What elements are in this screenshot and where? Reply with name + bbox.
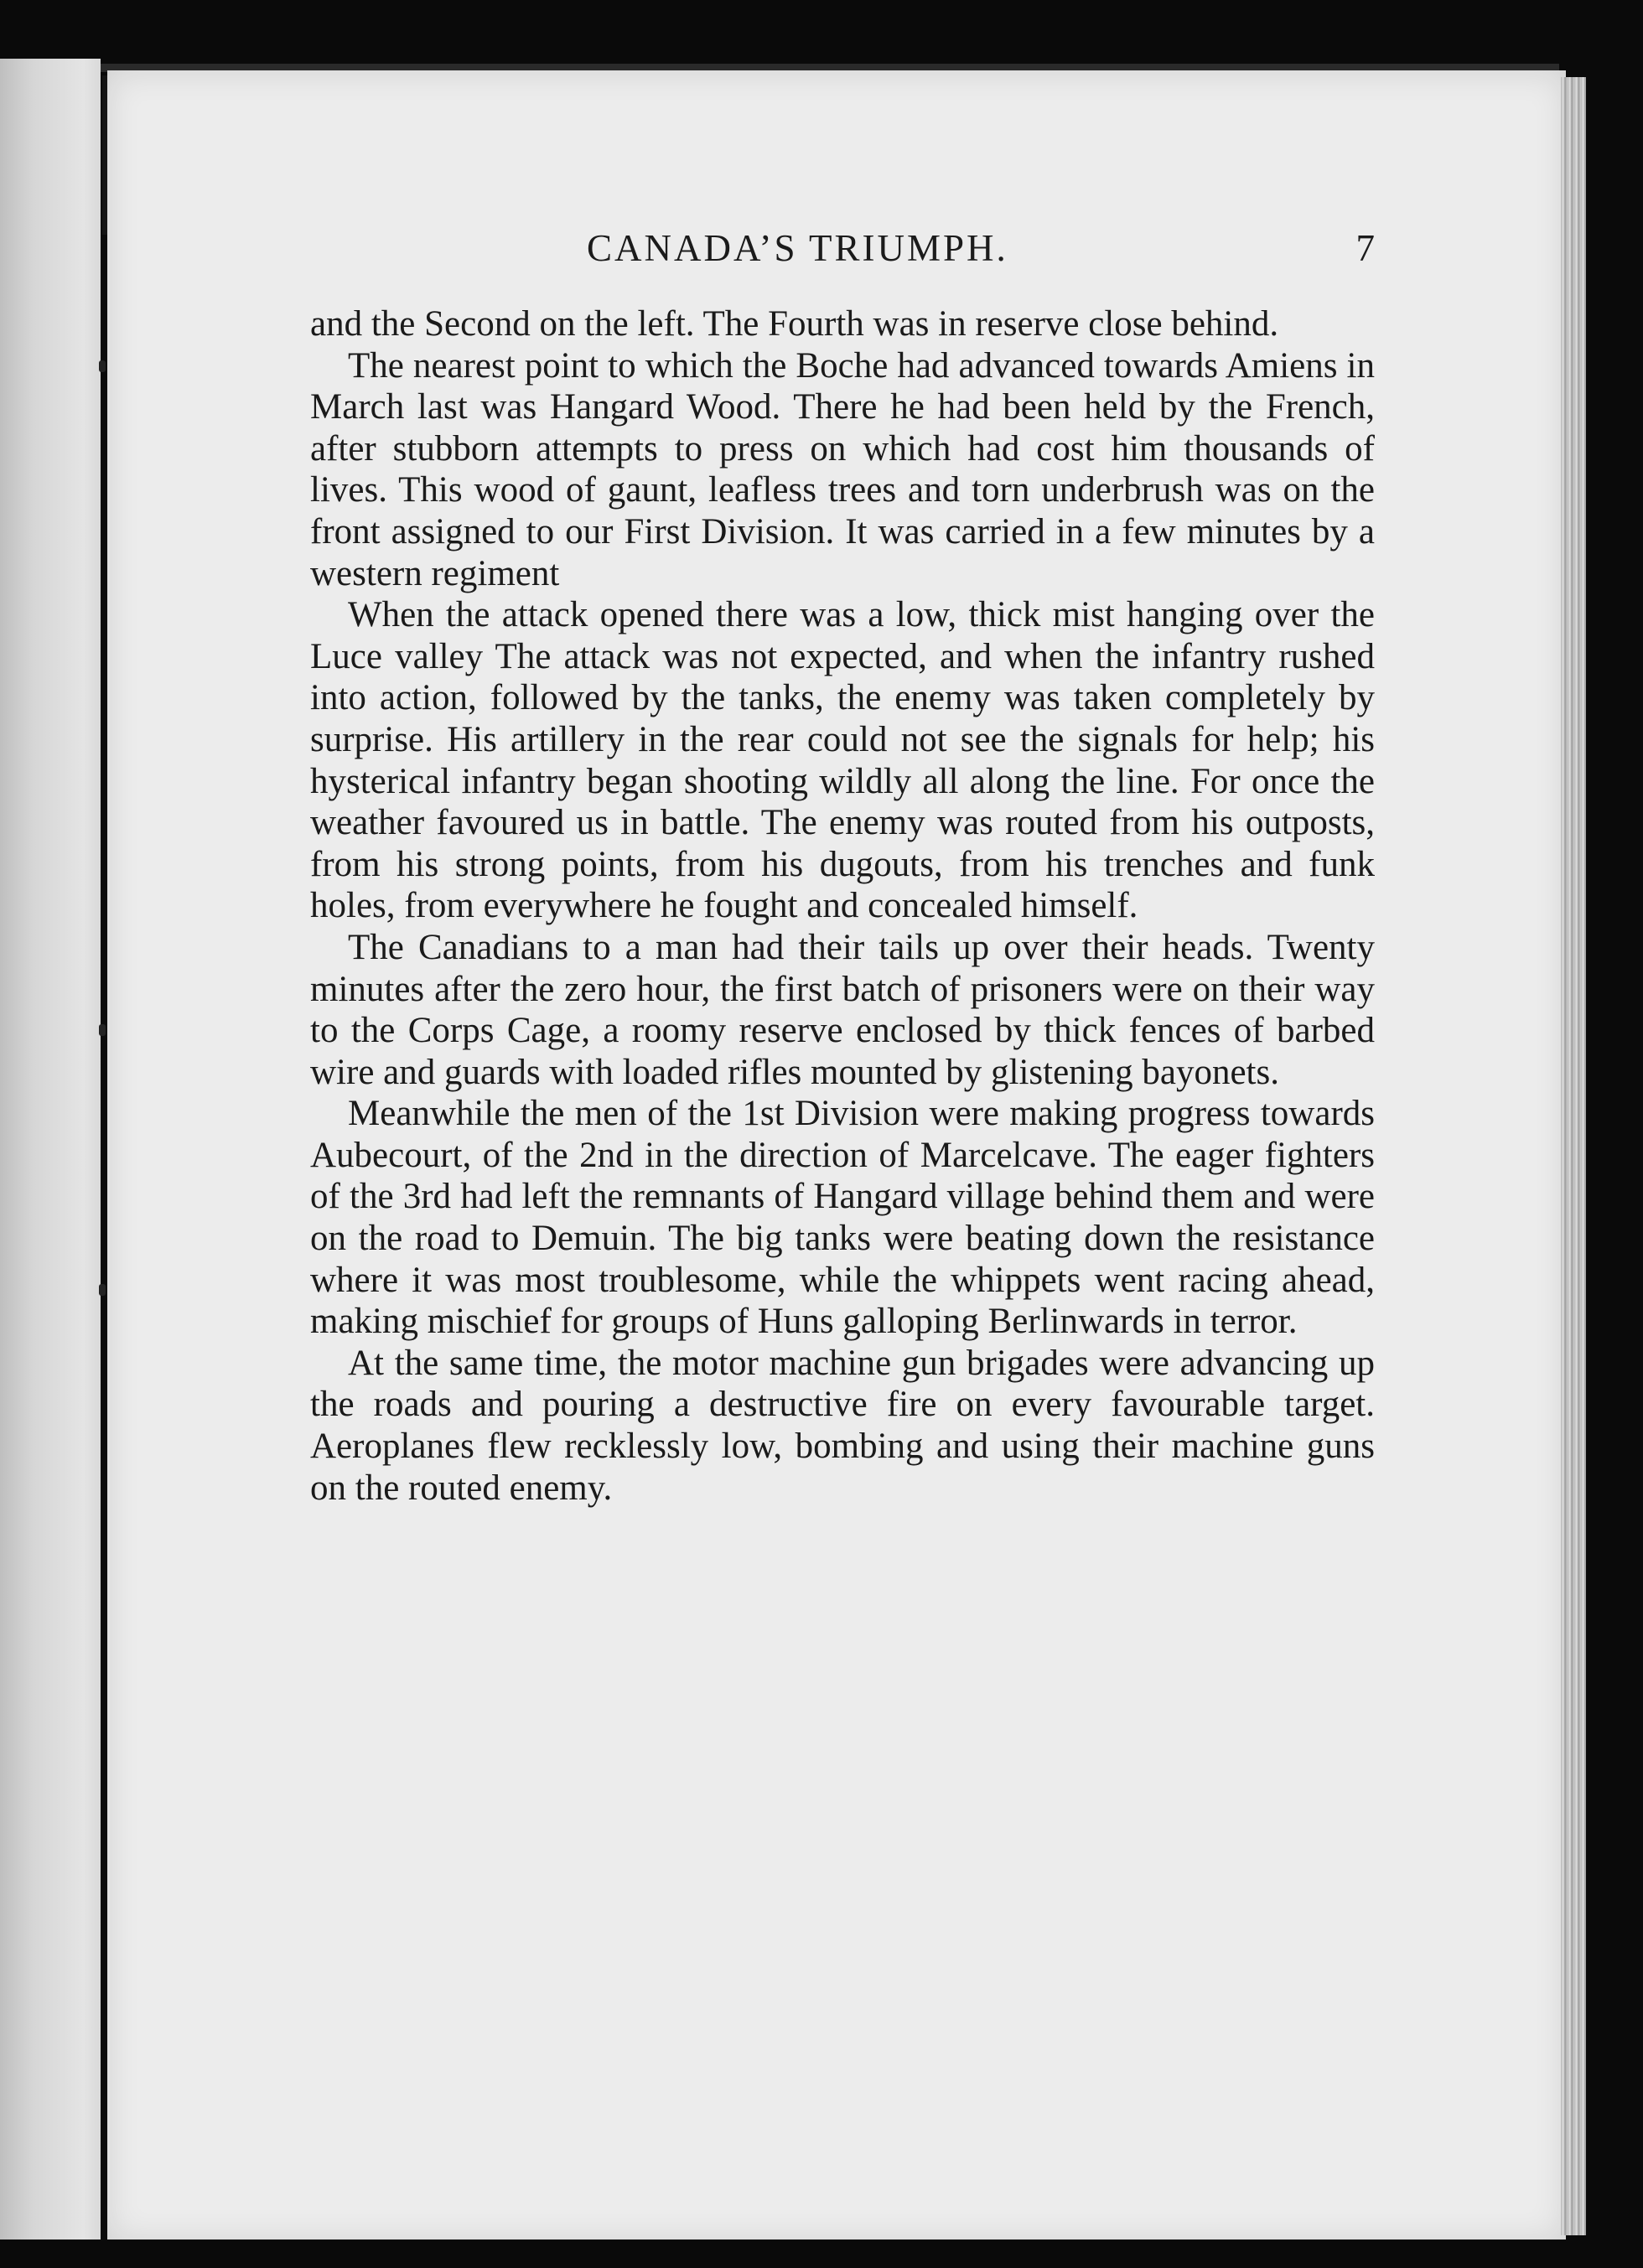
bottom-border bbox=[0, 2240, 1643, 2268]
paragraph: At the same time, the motor machine gun brigades were advancing up the roads and pouring a destructive fire on every favourable target. Aeroplanes flew recklessly low, bombing and using their machine guns on the routed enemy. bbox=[310, 1343, 1375, 1508]
paragraph: When the attack opened there was a low, thick mist hanging over the Luce valley The attack was not expected, and when the infantry rushed into action, followed by the tanks, the enemy was taken completely by surprise. His artillery in the rear could not see the signals for help; his hysterical infantry began shooting wildly all along the line. For once the weather favoured us in battle. The enemy was routed from his outposts, from his strong points, from his dugouts, from his trenches and funk holes, from everywhere he fought and concealed himself. bbox=[310, 595, 1375, 926]
paragraph: Meanwhile the men of the 1st Division were making progress towards Aubecourt, of the 2nd in the direction of Marcelcave. The eager fighters of the 3rd had left the remnants of Hangard village behind them and were on the road to Demuin. The big tanks were beating down the resistance where it was most troublesome, while the whippets went racing ahead, making mischief for groups of Huns galloping Berlinwards in terror. bbox=[310, 1094, 1375, 1342]
margin-speck bbox=[99, 360, 106, 372]
paragraph: The Canadians to a man had their tails up over their heads. Twenty minutes after the zero hour, the first batch of prisoners were on their way to the Corps Cage, a roomy reserve enclosed by thick fences of barbed wire and guards with loaded rifles mounted by glistening bayonets. bbox=[310, 927, 1375, 1092]
running-title: CANADA’S TRIUMPH. bbox=[587, 227, 1008, 269]
page-number: 7 bbox=[1355, 227, 1375, 269]
margin-speck bbox=[99, 1024, 106, 1036]
paragraph: The nearest point to which the Boche had advanced towards Amiens in March last was Hangard Wood. There he had been held by the French, after stubborn attempts to press on which had cost him thousands of lives. This wood of gaunt, leafless trees and torn underbrush was on the front assigned to our First Division. It was carried in a few minutes by a western regiment bbox=[310, 345, 1375, 593]
body-text bbox=[310, 303, 1375, 1509]
paragraph: and the Second on the left. The Fourth was in reserve close behind. bbox=[310, 304, 1279, 344]
facing-page-edge bbox=[0, 59, 101, 2246]
margin-speck bbox=[99, 1284, 106, 1296]
running-header bbox=[310, 226, 1375, 285]
page-stack-edge bbox=[1561, 77, 1586, 2235]
